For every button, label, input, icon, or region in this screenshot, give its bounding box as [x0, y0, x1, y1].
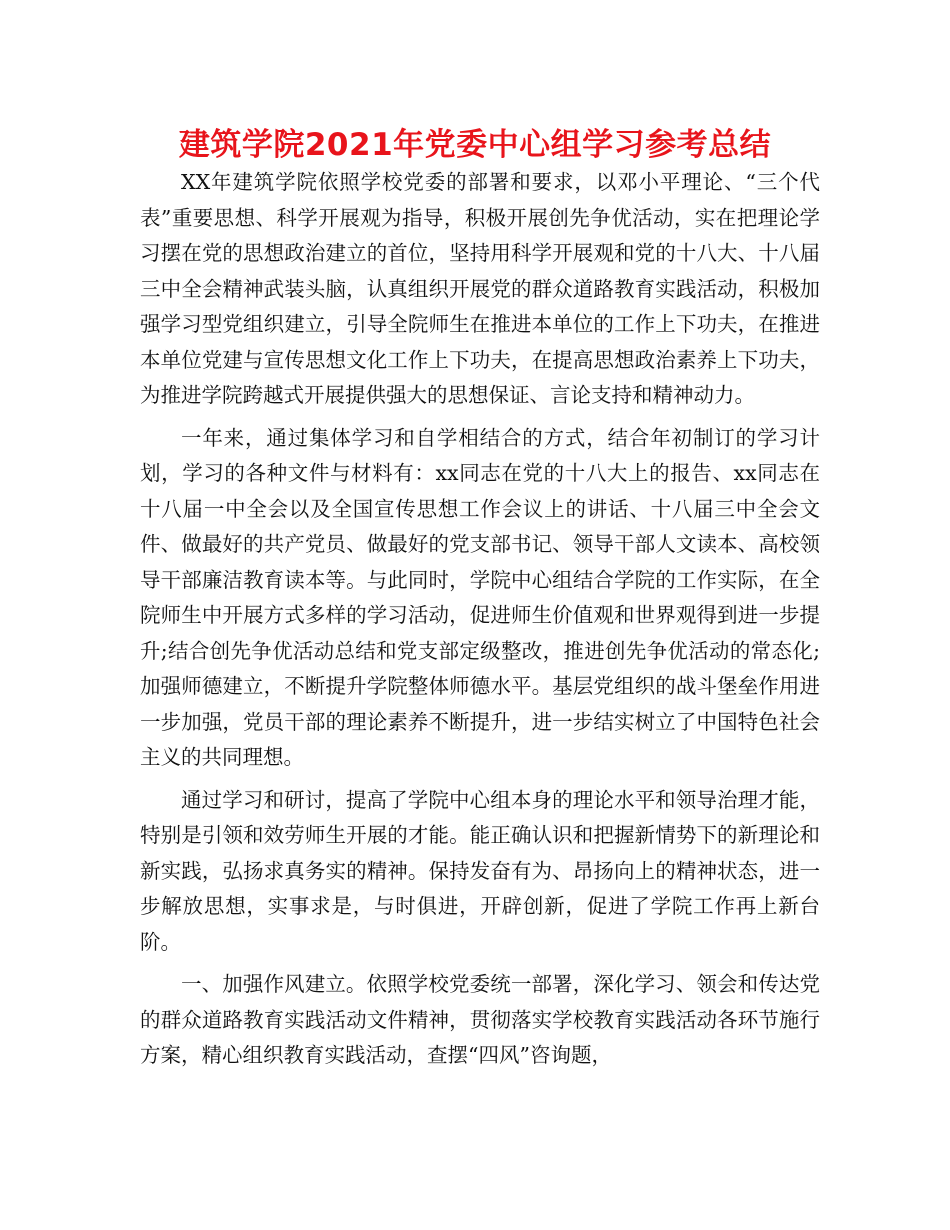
document-body: [140, 165, 820, 1081]
paragraph-intro: XX年建筑学院依照学校党委的部署和要求，以邓小平理论、“三个代表”重要思想、科学开展观为指导，积极开展创先争优活动，实在把理论学习摆在党的思想政治建立的首位，坚持用科学开展观和党的十八大、十八届三中全会精神武装头脑，认真组织开展党的群众道路教育实践活动，积极加强学习型党组织建立，引导全院师生在推进本单位的工作上下功夫，在推进本单位党建与宣传思想文化工作上下功夫，在提高思想政治素养上下功夫，为推进学院跨越式开展提供强大的思想保证、言论支持和精神动力。: [140, 170, 820, 407]
paragraph-section-one: 一、加强作风建立。依照学校党委统一部署，深化学习、领会和传达党的群众道路教育实践活动文件精神，贯彻落实学校教育实践活动各环节施行方案，精心组织教育实践活动，查摆“四风”咨询题，: [140, 972, 820, 1067]
paragraph-study-materials: 一年来，通过集体学习和自学相结合的方式，结合年初制订的学习计划，学习的各种文件与材料有：xx同志在党的十八大上的报告、xx同志在十八届一中全会以及全国宣传思想工作会议上的讲话、十八届三中全会文件、做最好的共产党员、做最好的党支部书记、领导干部人文读本、高校领导干部廉洁教育读本等。与此同时，学院中心组结合学院的工作实际，在全院师生中开展方式多样的学习活动，促进师生价值观和世界观得到进一步提升;结合创先争优活动总结和党支部定级整改，推进创先争优活动的常态化;加强师德建立，不断提升学院整体师德水平。基层党组织的战斗堡垒作用进一步加强，党员干部的理论素养不断提升，进一步结实树立了中国特色社会主义的共同理想。: [140, 425, 820, 769]
paragraph-study-results: 通过学习和研讨，提高了学院中心组本身的理论水平和领导治理才能，特别是引领和效劳师生开展的才能。能正确认识和把握新情势下的新理论和新实践，弘扬求真务实的精神。保持发奋有为、昂扬向上的精神状态，进一步解放思想，实事求是，与时俱进，开辟创新，促进了学院工作再上新台阶。: [140, 787, 820, 954]
document-title: 建筑学院2021年党委中心组学习参考总结: [178, 127, 772, 163]
